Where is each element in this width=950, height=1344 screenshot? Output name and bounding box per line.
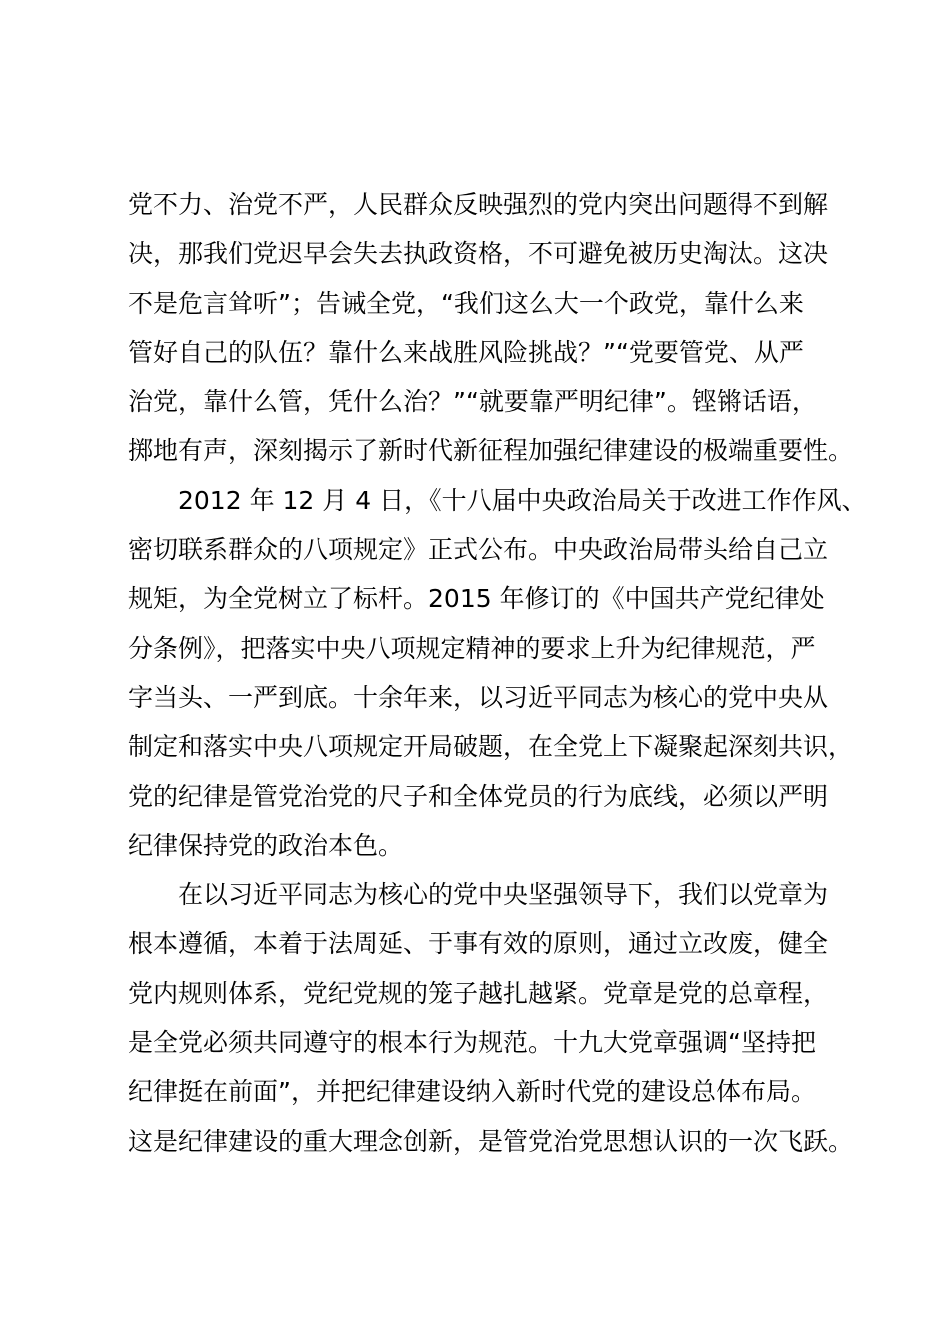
paragraph-line: 治党，靠什么管，凭什么治？”“就要靠严明纪律”。铿锵话语，	[128, 387, 817, 417]
paragraph-line: 管好自己的队伍？靠什么来战胜风险挑战？”“党要管党、从严	[128, 337, 804, 367]
paragraph-line: 是全党必须共同遵守的根本行为规范。十九大党章强调“坚持把	[128, 1028, 816, 1058]
paragraph-line: 密切联系群众的八项规定》正式公布。中央政治局带头给自己立	[128, 535, 829, 565]
paragraph-line: 党内规则体系，党纪党规的笼子越扎越紧。党章是党的总章程，	[128, 978, 829, 1008]
paragraph-line: 党不力、治党不严，人民群众反映强烈的党内突出问题得不到解	[128, 190, 829, 219]
paragraph-line: 这是纪律建设的重大理念创新，是管党治党思想认识的一次飞跃。	[128, 1126, 854, 1156]
paragraph-line: 字当头、一严到底。十余年来，以习近平同志为核心的党中央从	[128, 682, 829, 712]
paragraph-line: 制定和落实中央八项规定开局破题，在全党上下凝聚起深刻共识，	[128, 732, 854, 762]
paragraph-line: 规矩，为全党树立了标杆。2015 年修订的《中国共产党纪律处	[128, 584, 825, 614]
paragraph-line: 纪律保持党的政治本色。	[128, 830, 404, 860]
document-body	[128, 180, 867, 1166]
paragraph-line: 在以习近平同志为核心的党中央坚强领导下，我们以党章为	[178, 880, 829, 910]
paragraph-line: 分条例》，把落实中央八项规定精神的要求上升为纪律规范，严	[128, 633, 816, 663]
paragraph-line: 党的纪律是管党治党的尺子和全体党员的行为底线，必须以严明	[128, 781, 829, 811]
paragraph-line: 根本遵循，本着于法周延、于事有效的原则，通过立改废，健全	[128, 929, 829, 959]
paragraph-line: 决，那我们党迟早会失去执政资格，不可避免被历史淘汰。这决	[128, 239, 829, 269]
paragraph-line: 不是危言耸听”；告诫全党，“我们这么大一个政党，靠什么来	[128, 288, 804, 318]
paragraph-line: 掷地有声，深刻揭示了新时代新征程加强纪律建设的极端重要性。	[128, 436, 854, 466]
paragraph-line: 2012 年 12 月 4 日，《十八届中央政治局关于改进工作作风、	[178, 485, 867, 515]
paragraph-line: 纪律挺在前面”，并把纪律建设纳入新时代党的建设总体布局。	[128, 1077, 816, 1107]
